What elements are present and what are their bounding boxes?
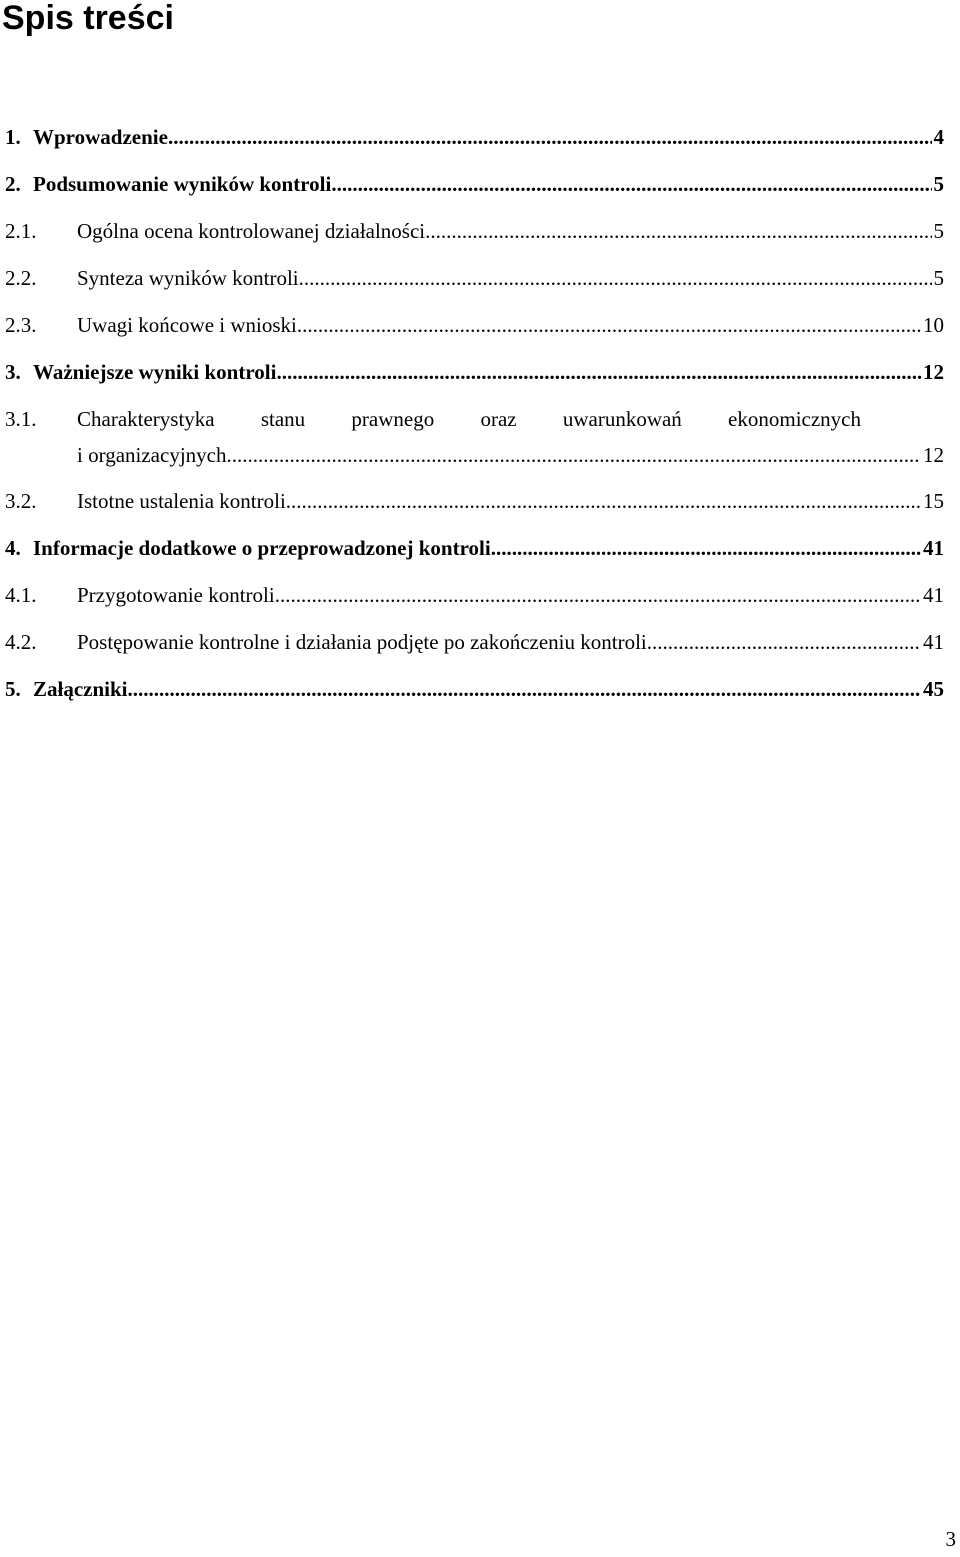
toc-dot-leader	[276, 358, 921, 386]
page-title: Spis treści	[2, 0, 174, 37]
toc-entry-label: Synteza wyników kontroli	[77, 266, 299, 290]
toc-dot-leader	[168, 123, 932, 151]
toc-dot-leader	[299, 264, 932, 292]
toc-entry-label: Uwagi końcowe i wnioski	[77, 313, 297, 337]
page-number: 3	[945, 1527, 956, 1551]
toc-entry-3-1[interactable]	[5, 405, 945, 467]
toc-dot-leader	[226, 441, 921, 469]
toc-entry-page: 4	[933, 125, 944, 149]
toc-entry-4-2[interactable]	[5, 628, 944, 656]
toc-entry-page: 5	[933, 172, 944, 196]
toc-entry-4-1[interactable]	[5, 581, 944, 609]
toc-entry-page: 5	[933, 219, 944, 243]
toc-entry-number: 5.	[5, 677, 21, 701]
toc-dot-leader	[128, 675, 921, 703]
toc-dot-leader	[275, 581, 921, 609]
toc-entry-label: Istotne ustalenia kontroli	[77, 489, 286, 513]
toc-entry-label: Informacje dodatkowe o przeprowadzonej kontroli	[33, 536, 491, 560]
toc-dot-leader	[331, 170, 931, 198]
toc-entry-page: 41	[923, 536, 944, 560]
toc-entry-label-continuation: i organizacyjnych	[77, 443, 227, 467]
toc-entry-label: Charakterystyka stanu prawnego oraz uwarunkowań ekonomicznych	[77, 407, 861, 431]
toc-dot-leader	[286, 487, 921, 515]
toc-entry-page: 12	[923, 443, 944, 467]
toc-entry-number: 3.	[5, 360, 21, 384]
toc-entry-page: 10	[923, 313, 944, 337]
toc-entry-page: 5	[933, 266, 944, 290]
toc-entry-2-1[interactable]	[5, 217, 944, 245]
toc-entry-number: 2.	[5, 172, 21, 196]
toc-entry-number: 2.1.	[5, 219, 37, 243]
toc-entry-3-2[interactable]	[5, 487, 944, 515]
toc-entry-page: 41	[923, 630, 944, 654]
toc-entry-4[interactable]	[5, 534, 944, 562]
toc-entry-label: Ważniejsze wyniki kontroli	[33, 360, 277, 384]
toc-entry-page: 45	[923, 677, 944, 701]
toc-entry-page: 12	[923, 360, 944, 384]
toc-entry-label: Ogólna ocena kontrolowanej działalności	[77, 219, 426, 243]
toc-entry-number: 4.2.	[5, 630, 37, 654]
toc-entry-2-2[interactable]	[5, 264, 944, 292]
toc-entry-page: 15	[923, 489, 944, 513]
toc-dot-leader	[425, 217, 931, 245]
toc-entry-5[interactable]	[5, 675, 944, 703]
toc-entry-label: Wprowadzenie	[33, 125, 168, 149]
toc-entry-2[interactable]	[5, 170, 944, 198]
table-of-contents	[0, 0, 960, 760]
toc-entry-label: Podsumowanie wyników kontroli	[33, 172, 332, 196]
toc-entry-number: 2.2.	[5, 266, 37, 290]
toc-entry-number: 4.1.	[5, 583, 37, 607]
toc-entry-page: 41	[923, 583, 944, 607]
toc-entry-number: 3.2.	[5, 489, 37, 513]
toc-dot-leader	[491, 534, 921, 562]
toc-entry-number: 4.	[5, 536, 21, 560]
toc-entry-number: 2.3.	[5, 313, 37, 337]
toc-entry-number: 3.1.	[5, 407, 37, 431]
toc-entry-label: Przygotowanie kontroli	[77, 583, 275, 607]
toc-entry-1[interactable]	[5, 123, 944, 151]
toc-entry-label: Załączniki	[33, 677, 128, 701]
toc-entry-2-3[interactable]	[5, 311, 944, 339]
toc-entry-3[interactable]	[5, 358, 944, 386]
toc-entry-label: Postępowanie kontrolne i działania podjęte po zakończeniu kontroli	[77, 630, 647, 654]
toc-dot-leader	[297, 311, 921, 339]
toc-entry-number: 1.	[5, 125, 21, 149]
toc-dot-leader	[647, 628, 921, 656]
